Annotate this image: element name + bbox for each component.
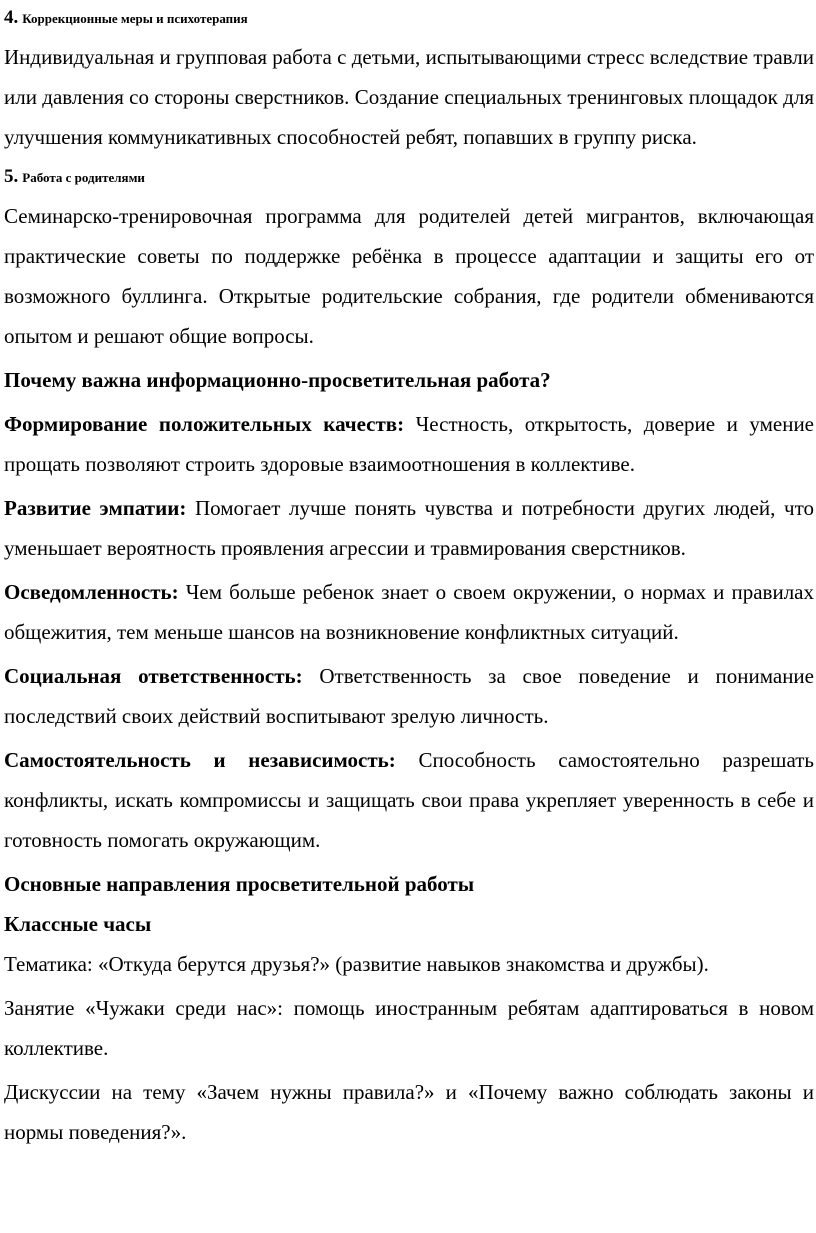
quality-item-label: Самостоятельность и независимость: <box>4 748 396 772</box>
quality-item-label: Социальная ответственность: <box>4 664 303 688</box>
quality-item-2 <box>4 488 814 568</box>
quality-item-label: Осведомленность: <box>4 580 179 604</box>
section-4-number: 4. <box>4 7 19 28</box>
quality-item-text: Чем больше ребенок знает о своем окружении, о нормах и правилах общежития, тем меньше шансов на возникновение конфликтных ситуаций. <box>4 580 815 644</box>
direction-line-2: Занятие «Чужаки среди нас»: помощь иностранным ребятам адаптироваться в новом коллективе. <box>4 996 814 1060</box>
document-page <box>4 0 814 1152</box>
quality-item-4 <box>4 656 814 736</box>
quality-item-label: Формирование положительных качеств: <box>4 412 405 436</box>
why-heading: Почему важна информационно-просветительная работа? <box>4 368 551 392</box>
quality-item-text: Помогает лучше понять чувства и потребности других людей, что уменьшает вероятность проявления агрессии и травмирования сверстников. <box>4 496 814 560</box>
section-5-text: Семинарско-тренировочная программа для родителей детей мигрантов, включающая практические советы по поддержке ребёнка в процессе адаптации и защиты его от возможного буллинга. Открытые родительские собрания, где родители обмениваются опытом и решают общие вопросы. <box>4 204 814 348</box>
direction-line-3: Дискуссии на тему «Зачем нужны правила?» и «Почему важно соблюдать законы и нормы поведения?». <box>4 1080 814 1144</box>
direction-line-1: Тематика: «Откуда берутся друзья?» (развитие навыков знакомства и дружбы). <box>4 952 709 976</box>
quality-item-3 <box>4 572 814 652</box>
directions-subheading: Классные часы <box>4 912 152 936</box>
section-5-heading <box>4 159 814 196</box>
quality-item-1 <box>4 404 814 484</box>
section-4-text: Индивидуальная и групповая работа с детьми, испытывающими стресс вследствие травли или давления со стороны сверстников. Создание специальных тренинговых площадок для улучшения коммуникативных способностей ребят, попавших в группу риска. <box>4 45 814 149</box>
section-5-title: Работа с родителями <box>22 170 145 185</box>
quality-item-label: Развитие эмпатии: <box>4 496 187 520</box>
quality-item-text: Способность самостоятельно разрешать конфликты, искать компромиссы и защищать свои права укрепляет уверенность в себе и готовность помогать окружающим. <box>4 748 815 852</box>
quality-item-text: Ответственность за свое поведение и понимание последствий своих действий воспитывают зрелую личность. <box>4 664 814 728</box>
section-4-title: Коррекционные меры и психотерапия <box>22 11 248 26</box>
section-5-number: 5. <box>4 166 19 187</box>
section-4-heading <box>4 0 814 37</box>
directions-heading: Основные направления просветительной работы <box>4 872 475 896</box>
quality-item-text: Честность, открытость, доверие и умение прощать позволяют строить здоровые взаимоотношения в коллективе. <box>4 412 815 476</box>
quality-item-5 <box>4 740 814 860</box>
